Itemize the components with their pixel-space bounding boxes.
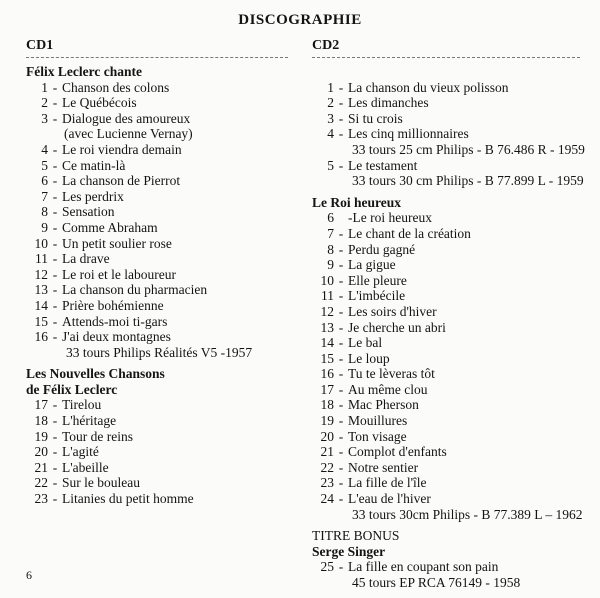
track-separator: - xyxy=(52,157,58,173)
cd2-group1-list-b xyxy=(312,158,580,174)
track-separator: - xyxy=(52,428,58,444)
track-number: 3 xyxy=(327,110,334,126)
cd1-group1-title: Félix Leclerc chante xyxy=(26,64,142,79)
cd2-group1-release-b: 33 tours 30 cm Philips - B 77.899 L - 1959 xyxy=(352,173,584,189)
track-separator: - xyxy=(338,475,344,491)
track-item xyxy=(26,460,288,476)
track-item xyxy=(26,111,288,127)
track-title: L'abeille xyxy=(62,459,109,475)
track-number: 7 xyxy=(327,225,334,241)
track-number: 4 xyxy=(41,141,48,157)
track-item xyxy=(312,413,580,429)
track-number: 20 xyxy=(34,444,48,460)
track-number: 25 xyxy=(320,559,334,575)
track-number: 15 xyxy=(34,313,48,329)
track-title: Je cherche un abri xyxy=(348,319,446,335)
track-item xyxy=(312,111,580,127)
track-item xyxy=(312,126,580,142)
track-number: 13 xyxy=(34,282,48,298)
cd1-group2-title-line2: de Félix Leclerc xyxy=(26,381,118,397)
track-title: Le chant de la création xyxy=(348,225,471,241)
track-separator: - xyxy=(338,428,344,444)
track-item xyxy=(312,226,580,242)
track-separator: - xyxy=(52,235,58,251)
track-item xyxy=(26,329,288,345)
track-item xyxy=(26,158,288,174)
track-number: 4 xyxy=(327,126,334,142)
track-separator: - xyxy=(338,459,344,475)
track-number: 17 xyxy=(320,381,334,397)
track-title: Tour de reins xyxy=(62,428,134,444)
track-item xyxy=(26,142,288,158)
track-number: 12 xyxy=(34,266,48,282)
track-number: 16 xyxy=(34,329,48,345)
track-item xyxy=(312,335,580,351)
track-item xyxy=(312,257,580,273)
track-title: La chanson de Pierrot xyxy=(62,173,181,189)
bonus-artist: Serge Singer xyxy=(312,543,386,559)
track-item xyxy=(26,444,288,460)
track-title: Ce matin-là xyxy=(62,157,126,173)
track-separator: - xyxy=(338,397,344,413)
track-number: 19 xyxy=(34,428,48,444)
cd2-group2-list xyxy=(312,210,580,506)
track-item xyxy=(312,491,580,507)
track-item xyxy=(26,267,288,283)
track-item xyxy=(26,429,288,445)
track-item xyxy=(312,475,580,491)
track-item xyxy=(312,320,580,336)
track-item xyxy=(26,298,288,314)
track-title: Litanies du petit homme xyxy=(62,491,194,507)
track-title: L'agité xyxy=(62,444,99,460)
track-separator: - xyxy=(52,266,58,282)
track-title: L'eau de l'hiver xyxy=(348,491,431,507)
track-separator: - xyxy=(338,491,344,507)
track-title: Sur le bouleau xyxy=(62,475,140,491)
track-number: 21 xyxy=(34,459,48,475)
track-separator: - xyxy=(52,79,58,95)
track-title: La drave xyxy=(62,251,110,267)
track-separator: - xyxy=(52,95,58,111)
cd2-group1-list-a xyxy=(312,80,580,142)
track-number: 22 xyxy=(320,459,334,475)
track-item xyxy=(312,559,580,575)
track-number: 1 xyxy=(327,79,334,95)
track-separator: - xyxy=(52,459,58,475)
track-number: 18 xyxy=(320,397,334,413)
track-number: 12 xyxy=(320,303,334,319)
track-item xyxy=(312,242,580,258)
track-item xyxy=(312,95,580,111)
track-title: L'héritage xyxy=(62,413,117,429)
track-item xyxy=(312,304,580,320)
track-separator: - xyxy=(338,303,344,319)
track-item xyxy=(26,80,288,96)
track-item xyxy=(312,460,580,476)
track-title: Les soirs d'hiver xyxy=(348,303,437,319)
track-title: Elle pleure xyxy=(348,272,407,288)
track-separator: - xyxy=(338,110,344,126)
track-separator: - xyxy=(52,282,58,298)
track-number: 8 xyxy=(41,204,48,220)
track-number: 23 xyxy=(320,475,334,491)
track-separator: - xyxy=(52,491,58,507)
cd2-divider xyxy=(312,57,580,58)
track-separator: - xyxy=(338,366,344,382)
track-title: Les dimanches xyxy=(348,95,429,111)
track-item xyxy=(312,210,580,226)
track-title: Notre sentier xyxy=(348,459,419,475)
cd1-group2-list xyxy=(26,397,288,506)
track-title: Chanson des colons xyxy=(62,79,170,95)
track-title: Le loup xyxy=(348,350,390,366)
track-title: Sensation xyxy=(62,204,115,220)
cd1-column xyxy=(26,38,288,507)
track-title: Comme Abraham xyxy=(62,219,158,235)
track-separator: - xyxy=(338,288,344,304)
track-title: La gigue xyxy=(348,257,396,273)
track-number: 5 xyxy=(327,157,334,173)
track-title: L'imbécile xyxy=(348,288,406,304)
track-item xyxy=(26,491,288,507)
track-item xyxy=(26,173,288,189)
track-title: Les cinq millionnaires xyxy=(348,126,469,142)
page-title: DISCOGRAPHIE xyxy=(238,12,362,28)
track-number: 8 xyxy=(327,241,334,257)
track-title: La fille en coupant son pain xyxy=(348,559,499,575)
cd1-divider xyxy=(26,57,288,58)
track-separator: - xyxy=(52,173,58,189)
track-title: Le roi heureux xyxy=(352,210,432,226)
track-title: Tu te lèveras tôt xyxy=(348,366,435,382)
track-title: Ton visage xyxy=(348,428,407,444)
track-item xyxy=(26,314,288,330)
track-separator: - xyxy=(52,188,58,204)
track-title: Au même clou xyxy=(348,381,428,397)
bonus-list xyxy=(312,559,580,575)
track-number: 14 xyxy=(34,297,48,313)
track-item xyxy=(312,273,580,289)
track-number: 22 xyxy=(34,475,48,491)
track-title: Prière bohémienne xyxy=(62,297,164,313)
track-title: Tirelou xyxy=(62,397,102,413)
track-number: 17 xyxy=(34,397,48,413)
track-item xyxy=(26,397,288,413)
track-separator: - xyxy=(338,257,344,273)
track-item xyxy=(26,475,288,491)
track-item xyxy=(312,366,580,382)
track-number: 16 xyxy=(320,366,334,382)
track-separator: - xyxy=(338,413,344,429)
track-title: Le roi et le laboureur xyxy=(62,266,176,282)
track-number: 9 xyxy=(327,257,334,273)
track-title: Dialogue des amoureux xyxy=(62,110,191,126)
track-separator: - xyxy=(338,272,344,288)
track-number: 2 xyxy=(41,95,48,111)
track-number: 2 xyxy=(327,95,334,111)
page-number: 6 xyxy=(26,568,32,582)
track-separator: - xyxy=(52,444,58,460)
track-separator: - xyxy=(52,219,58,235)
track-separator: - xyxy=(338,126,344,142)
track-separator: - xyxy=(52,413,58,429)
track-separator: - xyxy=(52,110,58,126)
bonus-label: TITRE BONUS xyxy=(312,528,400,544)
track-number: 9 xyxy=(41,219,48,235)
track-separator: - xyxy=(338,444,344,460)
track-separator: - xyxy=(52,204,58,220)
track-title: Le roi viendra demain xyxy=(62,141,182,157)
cd1-group1-release: 33 tours Philips Réalités V5 -1957 xyxy=(66,344,253,360)
cd1-heading: CD1 xyxy=(26,38,54,53)
track-separator: - xyxy=(338,350,344,366)
track-separator: - xyxy=(338,225,344,241)
track-separator: - xyxy=(52,475,58,491)
track-title: Si tu crois xyxy=(348,110,403,126)
track-number: 3 xyxy=(41,110,48,126)
track-separator: - xyxy=(338,559,344,575)
track-number: 6 xyxy=(41,173,48,189)
track-item xyxy=(312,80,580,96)
track-title: La chanson du pharmacien xyxy=(62,282,208,298)
track-separator: - xyxy=(338,381,344,397)
cd2-heading: CD2 xyxy=(312,38,340,53)
track-separator: - xyxy=(52,329,58,345)
track-item xyxy=(312,351,580,367)
track-separator: - xyxy=(52,313,58,329)
track-title: La chanson du vieux polisson xyxy=(348,79,509,95)
track-item xyxy=(26,236,288,252)
track-item xyxy=(312,158,580,174)
cd1-group2-title-line1: Les Nouvelles Chansons xyxy=(26,366,165,382)
track-item xyxy=(26,413,288,429)
track-separator: - xyxy=(338,79,344,95)
track-number: 19 xyxy=(320,413,334,429)
track-number: 21 xyxy=(320,444,334,460)
track-title: Les perdrix xyxy=(62,188,124,204)
track-separator: - xyxy=(52,251,58,267)
track-note: (avec Lucienne Vernay) xyxy=(64,126,193,142)
track-number: 20 xyxy=(320,428,334,444)
track-title: Mac Pherson xyxy=(348,397,419,413)
track-item xyxy=(26,95,288,111)
cd2-column xyxy=(312,38,585,591)
bonus-release: 45 tours EP RCA 76149 - 1958 xyxy=(352,575,521,590)
track-title: Perdu gagné xyxy=(348,241,416,257)
cd2-spacer xyxy=(312,64,580,80)
cd1-group1-list xyxy=(26,80,288,345)
track-number: 5 xyxy=(41,157,48,173)
cd2-group2-release: 33 tours 30cm Philips - B 77.389 L – 1962 xyxy=(352,506,583,522)
track-item xyxy=(26,282,288,298)
track-title: Le testament xyxy=(348,157,418,173)
track-number: 10 xyxy=(34,235,48,251)
cd2-group1-release-a: 33 tours 25 cm Philips - B 76.486 R - 1959 xyxy=(352,141,585,157)
track-number: 14 xyxy=(320,335,334,351)
track-item xyxy=(312,397,580,413)
track-separator: - xyxy=(338,95,344,111)
track-title: La fille de l'île xyxy=(348,475,427,491)
track-item xyxy=(312,444,580,460)
track-item xyxy=(312,382,580,398)
track-item xyxy=(312,429,580,445)
track-number: 11 xyxy=(321,288,334,304)
track-number: 7 xyxy=(41,188,48,204)
track-separator: - xyxy=(338,241,344,257)
track-number: 1 xyxy=(41,79,48,95)
track-number: 24 xyxy=(320,491,334,507)
track-number: 10 xyxy=(320,272,334,288)
track-separator: - xyxy=(338,157,344,173)
track-item xyxy=(312,288,580,304)
track-separator: - xyxy=(52,397,58,413)
track-number: 23 xyxy=(34,491,48,507)
track-title: Mouillures xyxy=(348,413,408,429)
track-separator: - xyxy=(52,141,58,157)
track-item xyxy=(26,204,288,220)
track-dash: - xyxy=(348,210,353,226)
track-title: Un petit soulier rose xyxy=(62,235,172,251)
track-item xyxy=(26,189,288,205)
track-separator: - xyxy=(52,297,58,313)
track-title: Le Québécois xyxy=(62,95,137,111)
track-number: 13 xyxy=(320,319,334,335)
track-number: 15 xyxy=(320,350,334,366)
track-title: Attends-moi ti-gars xyxy=(62,313,168,329)
track-number: 18 xyxy=(34,413,48,429)
track-title: Complot d'enfants xyxy=(348,444,447,460)
track-separator: - xyxy=(338,319,344,335)
track-title: Le bal xyxy=(348,335,383,351)
track-number: 11 xyxy=(35,251,48,267)
track-item xyxy=(26,220,288,236)
track-title: J'ai deux montagnes xyxy=(62,329,171,345)
cd2-group2-title: Le Roi heureux xyxy=(312,194,402,210)
track-number: 6 xyxy=(327,210,334,226)
track-separator: - xyxy=(338,335,344,351)
track-item xyxy=(26,251,288,267)
